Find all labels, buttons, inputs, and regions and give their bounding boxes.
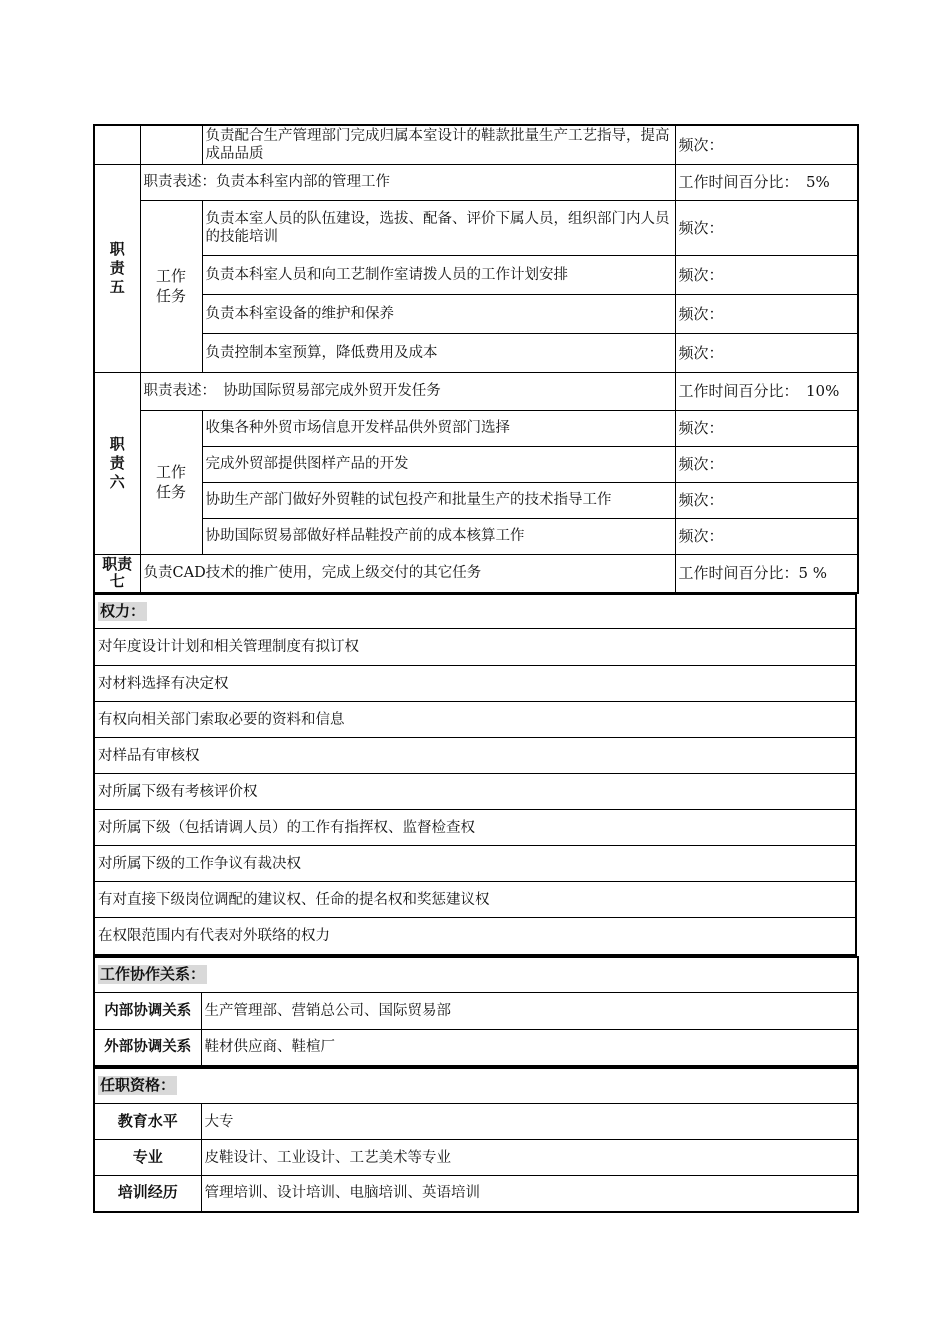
authority-item: 有对直接下级岗位调配的建议权、任命的提名权和奖惩建议权: [94, 882, 856, 918]
frequency-label: 频次：: [675, 294, 858, 333]
cooperation-section-title: 工作协作关系：: [94, 957, 858, 993]
task-text: 负责配合生产管理部门完成归属本室设计的鞋款批量生产工艺指导，提高成品品质: [202, 125, 675, 164]
duty-six-task-header: 工作 任务: [140, 410, 202, 554]
qualification-section-title: 任职资格：: [94, 1068, 858, 1104]
external-relation-value: 鞋材供应商、鞋楦厂: [201, 1030, 858, 1066]
frequency-label: 频次：: [675, 255, 858, 294]
task-row: [94, 294, 858, 333]
cooperation-table: [93, 956, 859, 1067]
duty-five-label: 职 责 五: [94, 164, 140, 372]
duty-six-label: 职 责 六: [94, 372, 140, 554]
frequency-label: 频次：: [675, 482, 858, 518]
duty-five-description: 职责表述：负责本科室内部的管理工作: [140, 164, 675, 200]
education-label: 教育水平: [94, 1104, 201, 1140]
duty-seven-description: 负责CAD技术的推广使用，完成上级交付的其它任务: [140, 554, 675, 593]
internal-relation-value: 生产管理部、营销总公司、国际贸易部: [201, 993, 858, 1030]
frequency-label: 频次：: [675, 125, 858, 164]
authority-item: 对所属下级（包括请调人员）的工作有指挥权、监督检查权: [94, 810, 856, 846]
authority-item: 对所属下级的工作争议有裁决权: [94, 846, 856, 882]
task-text: 负责本科室设备的维护和保养: [202, 294, 675, 333]
task-row: [94, 446, 858, 482]
duties-table: [93, 124, 859, 594]
duty-six-time-percentage: 工作时间百分比： 10%: [675, 372, 858, 410]
training-value: 管理培训、设计培训、电脑培训、英语培训: [201, 1176, 858, 1212]
internal-relation-label: 内部协调关系: [94, 993, 201, 1030]
duty-five-time-percentage: 工作时间百分比： 5%: [675, 164, 858, 200]
task-text: 协助国际贸易部做好样品鞋投产前的成本核算工作: [202, 518, 675, 554]
task-text: 收集各种外贸市场信息开发样品供外贸部门选择: [202, 410, 675, 446]
training-label: 培训经历: [94, 1176, 201, 1212]
authority-item: 对年度设计计划和相关管理制度有拟订权: [94, 629, 856, 666]
frequency-label: 频次：: [675, 518, 858, 554]
frequency-label: 频次：: [675, 446, 858, 482]
job-description-page: [93, 124, 857, 1213]
authority-item: 在权限范围内有代表对外联络的权力: [94, 918, 856, 955]
duty-five-description-row: [94, 164, 858, 200]
task-text: 负责本科室人员和向工艺制作室请拨人员的工作计划安排: [202, 255, 675, 294]
task-text: 完成外贸部提供图样产品的开发: [202, 446, 675, 482]
task-row: [94, 255, 858, 294]
task-row: [94, 200, 858, 255]
task-row: [94, 333, 858, 372]
frequency-label: 频次：: [675, 410, 858, 446]
major-value: 皮鞋设计、工业设计、工艺美术等专业: [201, 1140, 858, 1176]
authority-item: 对样品有审核权: [94, 738, 856, 774]
task-text: 负责本室人员的队伍建设，选拔、配备、评价下属人员，组织部门内人员的技能培训: [202, 200, 675, 255]
external-relation-label: 外部协调关系: [94, 1030, 201, 1066]
task-text: 负责控制本室预算，降低费用及成本: [202, 333, 675, 372]
frequency-label: 频次：: [675, 200, 858, 255]
task-row: [94, 482, 858, 518]
task-text: 协助生产部门做好外贸鞋的试包投产和批量生产的技术指导工作: [202, 482, 675, 518]
authority-item: 对材料选择有决定权: [94, 666, 856, 702]
task-row: [94, 410, 858, 446]
major-label: 专业: [94, 1140, 201, 1176]
authority-item: 有权向相关部门索取必要的资料和信息: [94, 702, 856, 738]
frequency-label: 频次：: [675, 333, 858, 372]
duty-seven-label: 职责 七: [94, 554, 140, 593]
duty-seven-time-percentage: 工作时间百分比：5 %: [675, 554, 858, 593]
authority-table: [93, 594, 857, 956]
authority-item: 对所属下级有考核评价权: [94, 774, 856, 810]
duty-six-description-row: [94, 372, 858, 410]
authority-section-title: 权力：: [94, 595, 856, 629]
task-row: [94, 518, 858, 554]
duty-six-description: 职责表述： 协助国际贸易部完成外贸开发任务: [140, 372, 675, 410]
duty-seven-row: [94, 554, 858, 593]
duty-five-task-header: 工作 任务: [140, 200, 202, 372]
duty-four-last-task-row: [94, 125, 858, 164]
education-value: 大专: [201, 1104, 858, 1140]
qualification-table: [93, 1067, 859, 1213]
